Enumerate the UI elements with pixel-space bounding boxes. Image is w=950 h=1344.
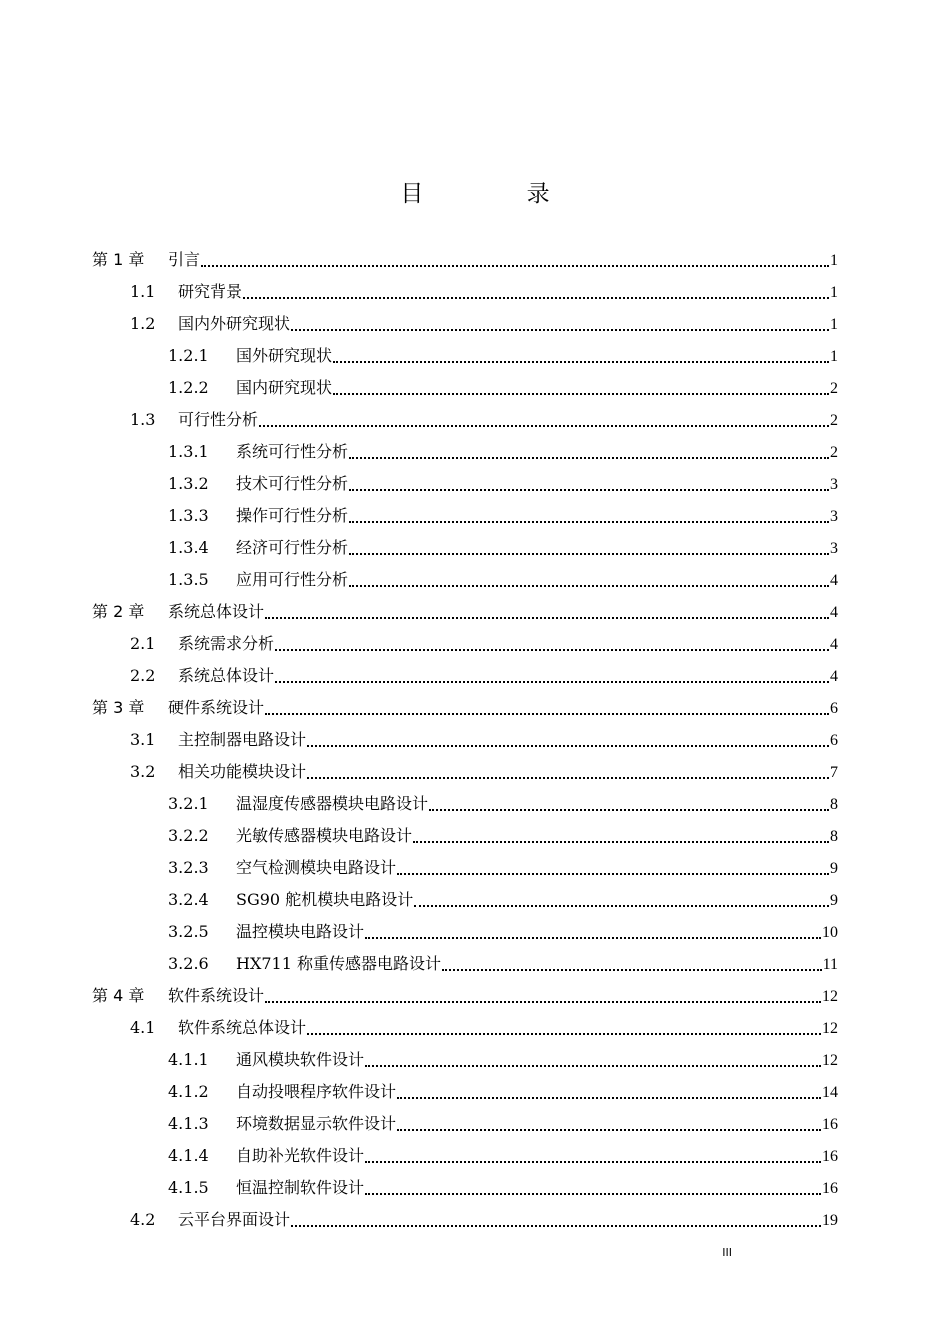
- toc-entry-number: 4.1.5: [168, 1178, 209, 1197]
- toc-leader-dots: [413, 841, 829, 843]
- toc-entry[interactable]: [92, 436, 838, 468]
- toc-entry-page: 14: [822, 1084, 838, 1101]
- toc-entry-page: 1: [830, 284, 838, 301]
- toc-entry[interactable]: [92, 532, 838, 564]
- toc-entry-title: 国外研究现状: [236, 346, 333, 365]
- toc-entry-title: 引言: [168, 250, 201, 269]
- toc-entry-page: 6: [830, 732, 838, 749]
- toc-leader-dots: [275, 681, 829, 683]
- toc-entry-title: 研究背景: [178, 282, 243, 301]
- toc-entry-number: 1.1: [130, 282, 156, 301]
- toc-entry[interactable]: [92, 1012, 838, 1044]
- toc-entry-page: 4: [830, 636, 838, 653]
- toc-entry-number: 1.3.2: [168, 474, 209, 493]
- toc-entry-page: 4: [830, 668, 838, 685]
- toc-entry[interactable]: [92, 948, 838, 980]
- toc-entry-title: 云平台界面设计: [178, 1210, 291, 1229]
- toc-entry-title: 主控制器电路设计: [178, 730, 307, 749]
- toc-entry[interactable]: [92, 1108, 838, 1140]
- toc-entry-page: 7: [830, 764, 838, 781]
- toc-entry-title: 光敏传感器模块电路设计: [236, 826, 413, 845]
- toc-entry[interactable]: [92, 308, 838, 340]
- toc-entry-page: 11: [822, 956, 838, 973]
- toc-entry[interactable]: [92, 820, 838, 852]
- toc-entry-number: 3.2: [130, 762, 156, 781]
- toc-entry-page: 4: [830, 604, 838, 621]
- toc-entry-number: 3.2.1: [168, 794, 209, 813]
- toc-leader-dots: [349, 585, 829, 587]
- toc-entry-title: 操作可行性分析: [236, 506, 349, 525]
- toc-entry-title: 环境数据显示软件设计: [236, 1114, 397, 1133]
- toc-leader-dots: [349, 553, 829, 555]
- toc-entry-page: 8: [830, 796, 838, 813]
- toc-leader-dots: [275, 649, 829, 651]
- toc-entry-page: 6: [830, 700, 838, 717]
- toc-entry-title: 软件系统总体设计: [178, 1018, 307, 1037]
- toc-entry-title: 系统总体设计: [178, 666, 275, 685]
- toc-entry-title: 可行性分析: [178, 410, 259, 429]
- toc-entry-number: 4.1.3: [168, 1114, 209, 1133]
- toc-leader-dots: [349, 521, 829, 523]
- toc-entry-title: 恒温控制软件设计: [236, 1178, 365, 1197]
- toc-entry-number: 1.3.3: [168, 506, 209, 525]
- toc-leader-dots: [259, 425, 829, 427]
- toc-entry[interactable]: [92, 852, 838, 884]
- toc-entry-page: 2: [830, 412, 838, 429]
- toc-entry-number: 1.3.1: [168, 442, 209, 461]
- toc-entry-number: 第 1 章: [92, 250, 145, 269]
- toc-leader-dots: [201, 265, 829, 267]
- toc-entry-number: 3.2.3: [168, 858, 209, 877]
- toc-entry-title: 应用可行性分析: [236, 570, 349, 589]
- toc-entry-title: 国内外研究现状: [178, 314, 291, 333]
- toc-entry-page: 16: [822, 1148, 838, 1165]
- toc-leader-dots: [349, 489, 829, 491]
- toc-leader-dots: [397, 1129, 821, 1131]
- toc-leader-dots: [307, 745, 829, 747]
- toc-entry-number: 3.2.6: [168, 954, 209, 973]
- toc-entry-page: 16: [822, 1116, 838, 1133]
- toc-entry[interactable]: [92, 564, 838, 596]
- toc-leader-dots: [265, 713, 829, 715]
- toc-entry[interactable]: [92, 372, 838, 404]
- toc-entry[interactable]: [92, 1140, 838, 1172]
- toc-entry-page: 2: [830, 444, 838, 461]
- toc-entry-number: 3.2.2: [168, 826, 209, 845]
- toc-entry-title: 技术可行性分析: [236, 474, 349, 493]
- toc-entry-number: 3.1: [130, 730, 156, 749]
- page-title: 目 录: [400, 181, 598, 207]
- toc-entry-page: 9: [830, 860, 838, 877]
- toc-entry-title: 通风模块软件设计: [236, 1050, 365, 1069]
- toc-entry-page: 4: [830, 572, 838, 589]
- toc-leader-dots: [414, 905, 829, 907]
- toc-entry[interactable]: [92, 628, 838, 660]
- toc-entry-title: 自助补光软件设计: [236, 1146, 365, 1165]
- toc-entry-title: SG90 舵机模块电路设计: [236, 890, 414, 909]
- toc-entry-title: 温湿度传感器模块电路设计: [236, 794, 429, 813]
- toc-leader-dots: [265, 1001, 821, 1003]
- toc-leader-dots: [397, 873, 829, 875]
- toc-entry-title: HX711 称重传感器电路设计: [236, 954, 441, 973]
- toc-entry-title: 自动投喂程序软件设计: [236, 1082, 397, 1101]
- toc-entry-title: 硬件系统设计: [168, 698, 265, 717]
- table-of-contents: [92, 244, 838, 1236]
- toc-entry[interactable]: [92, 500, 838, 532]
- toc-entry[interactable]: [92, 980, 838, 1012]
- toc-entry-number: 4.2: [130, 1210, 156, 1229]
- toc-entry-number: 4.1: [130, 1018, 156, 1037]
- toc-entry-page: 1: [830, 348, 838, 365]
- toc-entry-number: 1.2: [130, 314, 156, 333]
- toc-entry-title: 相关功能模块设计: [178, 762, 307, 781]
- toc-leader-dots: [365, 1193, 821, 1195]
- toc-leader-dots: [397, 1097, 821, 1099]
- toc-entry-page: 3: [830, 508, 838, 525]
- toc-entry-number: 2.1: [130, 634, 156, 653]
- toc-leader-dots: [265, 617, 829, 619]
- toc-entry-page: 19: [822, 1212, 838, 1229]
- toc-entry[interactable]: [92, 244, 838, 276]
- toc-entry-title: 国内研究现状: [236, 378, 333, 397]
- toc-entry-page: 2: [830, 380, 838, 397]
- toc-entry-number: 4.1.1: [168, 1050, 209, 1069]
- toc-entry[interactable]: [92, 340, 838, 372]
- toc-entry[interactable]: [92, 788, 838, 820]
- toc-entry-number: 2.2: [130, 666, 156, 685]
- toc-entry-page: 12: [822, 1052, 838, 1069]
- toc-entry[interactable]: [92, 660, 838, 692]
- toc-entry-number: 第 4 章: [92, 986, 145, 1005]
- toc-entry[interactable]: [92, 692, 838, 724]
- toc-entry[interactable]: [92, 1204, 838, 1236]
- toc-entry[interactable]: [92, 276, 838, 308]
- toc-entry-page: 1: [830, 252, 838, 269]
- toc-entry[interactable]: [92, 756, 838, 788]
- toc-entry-number: 4.1.2: [168, 1082, 209, 1101]
- toc-entry-title: 经济可行性分析: [236, 538, 349, 557]
- toc-entry[interactable]: [92, 1076, 838, 1108]
- toc-leader-dots: [291, 1225, 821, 1227]
- toc-entry-number: 3.2.5: [168, 922, 209, 941]
- toc-entry-number: 1.3.5: [168, 570, 209, 589]
- toc-entry[interactable]: [92, 404, 838, 436]
- toc-entry-number: 4.1.4: [168, 1146, 209, 1165]
- toc-leader-dots: [243, 297, 829, 299]
- toc-entry[interactable]: [92, 468, 838, 500]
- toc-leader-dots: [291, 329, 829, 331]
- toc-entry-number: 第 2 章: [92, 602, 145, 621]
- toc-entry-title: 系统可行性分析: [236, 442, 349, 461]
- toc-entry-page: 8: [830, 828, 838, 845]
- toc-entry[interactable]: [92, 916, 838, 948]
- toc-entry[interactable]: [92, 1172, 838, 1204]
- toc-entry-page: 10: [822, 924, 838, 941]
- toc-entry-title: 系统需求分析: [178, 634, 275, 653]
- toc-entry-number: 1.3.4: [168, 538, 209, 557]
- toc-entry-title: 空气检测模块电路设计: [236, 858, 397, 877]
- toc-leader-dots: [349, 457, 829, 459]
- toc-entry-number: 1.2.1: [168, 346, 209, 365]
- toc-entry-number: 1.2.2: [168, 378, 209, 397]
- page-number: III: [722, 1246, 732, 1259]
- toc-entry-number: 3.2.4: [168, 890, 209, 909]
- toc-entry[interactable]: [92, 596, 838, 628]
- toc-leader-dots: [307, 777, 829, 779]
- toc-leader-dots: [365, 1161, 821, 1163]
- toc-entry-title: 温控模块电路设计: [236, 922, 365, 941]
- toc-entry-page: 12: [822, 1020, 838, 1037]
- toc-leader-dots: [442, 969, 822, 971]
- toc-entry-page: 3: [830, 476, 838, 493]
- toc-entry-number: 第 3 章: [92, 698, 145, 717]
- toc-leader-dots: [333, 393, 829, 395]
- toc-entry-title: 软件系统设计: [168, 986, 265, 1005]
- toc-leader-dots: [307, 1033, 821, 1035]
- toc-leader-dots: [333, 361, 829, 363]
- toc-entry-page: 16: [822, 1180, 838, 1197]
- toc-entry[interactable]: [92, 1044, 838, 1076]
- toc-entry-number: 1.3: [130, 410, 156, 429]
- toc-leader-dots: [365, 937, 821, 939]
- toc-entry-page: 1: [830, 316, 838, 333]
- toc-entry-page: 12: [822, 988, 838, 1005]
- toc-entry[interactable]: [92, 724, 838, 756]
- toc-entry[interactable]: [92, 884, 838, 916]
- toc-entry-title: 系统总体设计: [168, 602, 265, 621]
- toc-leader-dots: [429, 809, 829, 811]
- toc-entry-page: 9: [830, 892, 838, 909]
- toc-leader-dots: [365, 1065, 821, 1067]
- toc-entry-page: 3: [830, 540, 838, 557]
